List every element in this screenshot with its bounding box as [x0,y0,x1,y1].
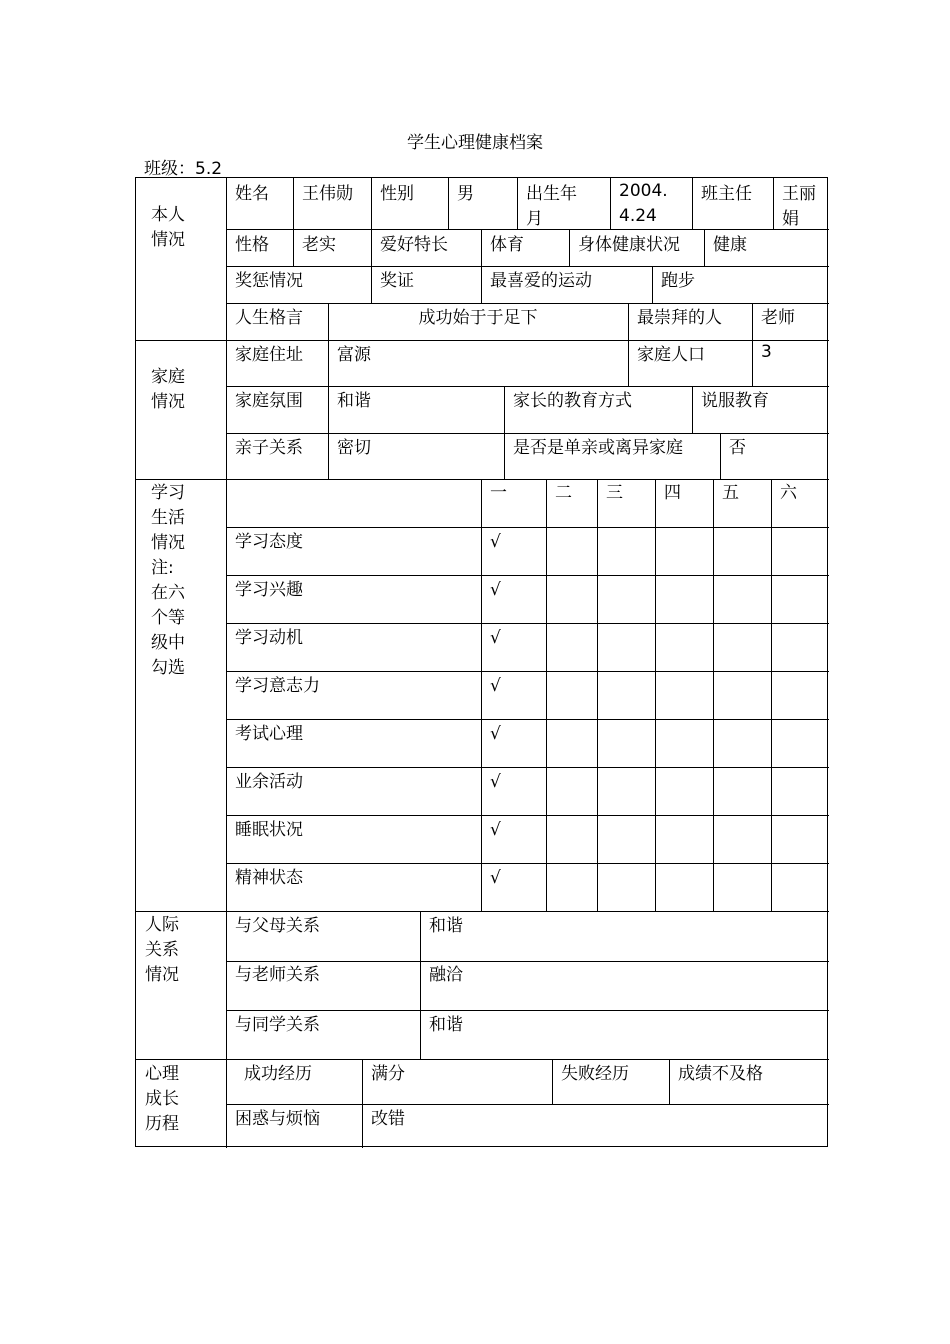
birth-value-line: 4.24 [619,206,657,226]
family-section-label [151,365,185,415]
table-rule [226,719,829,720]
study-row-label: 学习态度 [235,532,303,552]
social-row-value: 和谐 [429,1015,463,1035]
social-section-label-line: 关系 [145,940,179,960]
idol-value: 老师 [761,308,795,328]
study-section-label-line: 情况 [151,533,185,553]
check-mark: √ [490,676,501,696]
growth-section-label-line: 成长 [145,1089,179,1109]
atmosphere-label: 家庭氛围 [235,391,303,411]
address-label: 家庭住址 [235,345,303,365]
study-section-label-line: 在六 [151,583,185,603]
hobby-label: 爱好特长 [380,235,448,255]
table-rule [136,479,829,480]
grade-header: 六 [780,483,797,503]
personal-section-label-line: 情况 [151,230,185,250]
birth-value-line: 2004. [619,181,668,201]
study-section-label-line: 勾选 [151,658,185,678]
table-rule [628,303,629,340]
grade-header: 四 [664,483,681,503]
table-rule [226,386,829,387]
check-mark: √ [490,628,501,648]
table-rule [226,303,829,304]
sport-value: 跑步 [661,271,695,291]
table-rule [628,340,629,386]
birth-value [619,179,668,229]
motto-label: 人生格言 [235,308,303,328]
table-rule [226,266,829,267]
table-rule [448,178,449,229]
table-rule [371,266,372,303]
grade-header: 一 [490,483,507,503]
study-section-label [151,481,185,681]
check-mark: √ [490,772,501,792]
study-row-label: 学习兴趣 [235,580,303,600]
health-record-table [135,177,828,1147]
table-rule [569,229,570,266]
table-rule [226,623,829,624]
name-label: 姓名 [235,184,269,204]
character-label: 性格 [235,235,269,255]
table-rule [226,767,829,768]
study-section-label-line: 注: [151,558,174,578]
success-value: 满分 [371,1064,405,1084]
teacher-label: 班主任 [701,184,752,204]
table-rule [371,229,372,266]
motto-value: 成功始于于足下 [418,308,538,328]
social-section-label [145,913,179,988]
table-rule [371,178,372,229]
grade-header: 三 [606,483,623,503]
hobby-value: 体育 [490,235,524,255]
population-label: 家庭人口 [637,345,705,365]
study-row-label: 考试心理 [235,724,303,744]
check-mark: √ [490,724,501,744]
gender-label: 性别 [380,184,414,204]
table-rule [226,863,829,864]
study-section-label-line: 个等 [151,608,185,628]
failure-label: 失败经历 [561,1064,629,1084]
table-rule [362,1059,363,1148]
growth-section-label [145,1062,179,1137]
relation-value: 密切 [337,438,371,458]
table-rule [226,178,227,1148]
table-rule [771,479,772,911]
table-rule [669,1059,670,1104]
reward-label: 奖惩情况 [235,271,303,291]
table-rule [328,433,329,479]
table-rule [226,527,829,528]
check-mark: √ [490,532,501,552]
social-row-label: 与同学关系 [235,1015,320,1035]
gender-value: 男 [457,184,474,204]
birth-label-line: 月 [526,209,543,229]
grade-header: 二 [555,483,572,503]
table-rule [226,1104,829,1105]
table-rule [610,178,611,229]
reward-value: 奖证 [380,271,414,291]
health-label: 身体健康状况 [578,235,680,255]
check-mark: √ [490,868,501,888]
population-value: 3 [761,342,772,362]
health-value: 健康 [713,235,747,255]
relation-label: 亲子关系 [235,438,303,458]
sport-label: 最喜爱的运动 [490,271,592,291]
education-label: 家长的教育方式 [513,391,632,411]
growth-section-label-line: 心理 [145,1064,179,1084]
study-section-label-line: 学习 [151,483,185,503]
table-rule [655,479,656,911]
atmosphere-value: 和谐 [337,391,371,411]
table-rule [552,1059,553,1104]
family-section-label-line: 家庭 [151,367,185,387]
table-rule [546,479,547,911]
table-rule [517,178,518,229]
single-label: 是否是单亲或离异家庭 [513,438,683,458]
table-rule [226,961,829,962]
table-rule [504,386,505,433]
table-rule [226,671,829,672]
social-section-label-line: 人际 [145,915,179,935]
personal-section-label-line: 本人 [151,205,185,225]
table-rule [328,386,329,433]
page-title: 学生心理健康档案 [407,133,543,153]
study-row-label: 精神状态 [235,868,303,888]
study-row-label: 学习动机 [235,628,303,648]
teacher-value-line: 王丽 [782,184,816,204]
name-value: 王伟勋 [302,184,353,204]
table-rule [652,266,653,303]
table-rule [328,340,329,386]
table-rule [420,911,421,1059]
table-rule [752,303,753,340]
social-section-label-line: 情况 [145,965,179,985]
table-rule [504,433,505,479]
table-rule [481,229,482,266]
study-row-label: 业余活动 [235,772,303,792]
address-value: 富源 [337,345,371,365]
study-section-label-line: 生活 [151,508,185,528]
single-value: 否 [729,438,746,458]
table-rule [136,911,829,912]
teacher-value [782,182,816,232]
table-rule [773,178,774,229]
birth-label [526,182,577,232]
trouble-value: 改错 [371,1109,405,1129]
class-label: 班级：5.2 [144,159,223,179]
character-value: 老实 [302,235,336,255]
success-label: 成功经历 [244,1064,312,1084]
study-section-label-line: 级中 [151,633,185,653]
table-rule [481,479,482,911]
education-value: 说服教育 [701,391,769,411]
table-rule [226,433,829,434]
table-rule [692,178,693,229]
study-row-label: 学习意志力 [235,676,320,696]
social-row-label: 与老师关系 [235,965,320,985]
family-section-label-line: 情况 [151,392,185,412]
trouble-label: 困惑与烦恼 [235,1109,320,1129]
table-rule [226,575,829,576]
table-rule [226,1010,829,1011]
failure-value: 成绩不及格 [678,1064,763,1084]
grade-header: 五 [722,483,739,503]
check-mark: √ [490,820,501,840]
personal-section-label [151,203,185,253]
birth-label-line: 出生年 [526,184,577,204]
table-rule [136,1059,829,1060]
growth-section-label-line: 历程 [145,1114,179,1134]
table-rule [713,479,714,911]
table-rule [293,229,294,266]
table-rule [597,479,598,911]
table-rule [136,340,829,341]
table-rule [720,433,721,479]
social-row-value: 融洽 [429,965,463,985]
table-rule [692,386,693,433]
table-rule [752,340,753,386]
study-row-label: 睡眠状况 [235,820,303,840]
teacher-value-line: 娟 [782,209,799,229]
table-rule [226,815,829,816]
check-mark: √ [490,580,501,600]
idol-label: 最崇拜的人 [637,308,722,328]
table-rule [481,266,482,303]
table-rule [293,178,294,229]
social-row-value: 和谐 [429,916,463,936]
table-rule [704,229,705,266]
social-row-label: 与父母关系 [235,916,320,936]
